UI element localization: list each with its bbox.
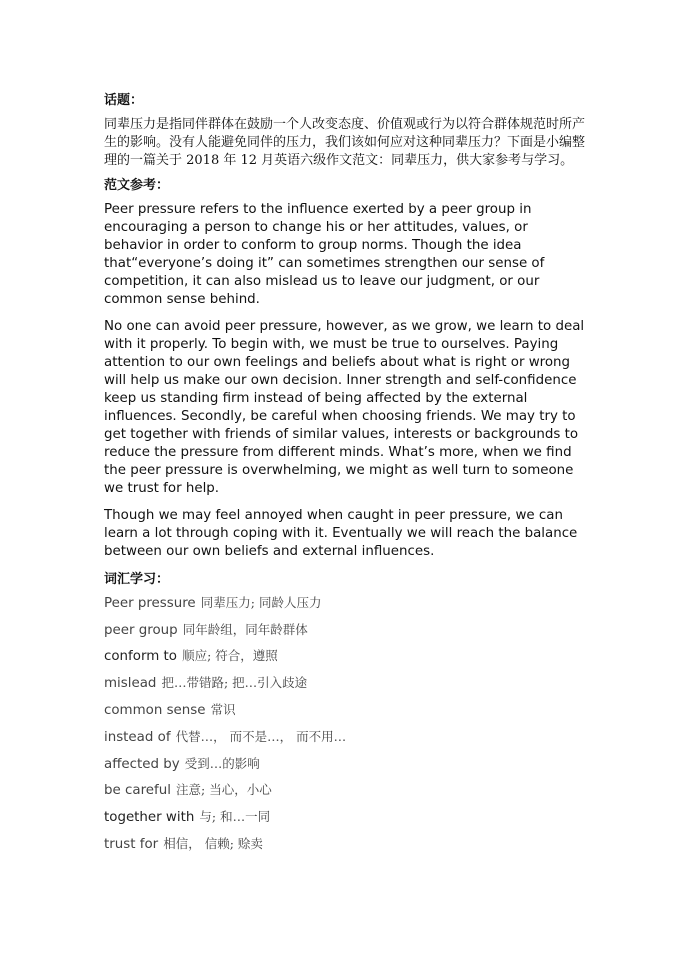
sample-heading: 范文参考：	[104, 178, 170, 193]
essay-paragraph-1: Peer pressure refers to the influence exerted by a peer group in encouraging a person to change his or her attitudes, values, or behavior in order to conform to group norms. Though the idea that“everyone’s doing it” can sometimes strengthen our sense of competition, it can also mislead us to leave our judgment, or our common sense behind.	[104, 202, 545, 308]
vocab-item	[104, 780, 588, 807]
vocab-term: Peer pressure	[104, 595, 196, 611]
topic-heading: 话题：	[104, 93, 144, 108]
vocab-item	[104, 593, 588, 620]
vocab-term: be careful	[104, 783, 171, 799]
vocab-meaning: 代替…， 而不是…， 而不用…	[175, 728, 347, 744]
vocab-term: affected by	[104, 756, 180, 772]
vocab-term: conform to	[104, 649, 177, 665]
vocab-item	[104, 807, 588, 834]
essay-paragraph-3: Though we may feel annoyed when caught in peer pressure, we can learn a lot through coping with it. Eventually we will reach the balance between our own beliefs and external influences.	[104, 507, 578, 559]
vocab-term: instead of	[104, 729, 171, 745]
vocab-meaning: 顺应; 符合，遵照	[182, 648, 278, 664]
vocab-meaning: 相信， 信赖; 赊卖	[163, 835, 263, 851]
vocab-term: together with	[104, 810, 195, 826]
vocab-meaning: 同年龄组，同年龄群体	[182, 621, 308, 637]
vocab-meaning: 受到…的影响	[184, 755, 260, 771]
vocab-item	[104, 727, 588, 754]
vocab-meaning: 把…带错路; 把…引入歧途	[161, 675, 308, 691]
vocab-term: common sense	[104, 702, 206, 718]
vocabulary-heading: 词汇学习：	[104, 571, 170, 587]
vocab-item	[104, 700, 588, 727]
document-page	[104, 92, 588, 861]
vocab-meaning: 同辈压力; 同龄人压力	[200, 594, 322, 610]
sample-essay	[104, 201, 588, 561]
vocab-meaning: 与; 和…一同	[199, 809, 271, 825]
vocab-item	[104, 673, 588, 700]
vocab-item	[104, 620, 588, 647]
vocab-meaning: 注意; 当心，小心	[176, 782, 272, 798]
vocab-meaning: 常识	[210, 701, 236, 717]
vocabulary-list	[104, 593, 588, 861]
vocab-term: trust for	[104, 836, 159, 852]
essay-paragraph-2: No one can avoid peer pressure, however, as we grow, we learn to deal with it properly. To begin with, we must be true to ourselves. Paying attention to our own feelings and beliefs about what is right or wrong will help us make our own decision. Inner strength and self-confidence keep us standing firm instead of being affected by the external influences. Secondly, be careful when choosing friends. We may try to get together with friends of similar values, interests or backgrounds to reduce the pressure from different minds. What’s more, when we find the peer pressure is overwhelming, we might as well turn to someone we trust for help.	[104, 318, 585, 497]
vocab-item	[104, 834, 588, 861]
topic-text: 同辈压力是指同伴群体在鼓励一个人改变态度、价值观或行为以符合群体规范时所产生的影响。没有人能避免同伴的压力，我们该如何应对这种同辈压力？下面是小编整理的一篇关于 2018 年 12 月英语六级作文范文：同辈压力，供大家参考与学习。	[104, 117, 586, 168]
vocab-term: peer group	[104, 622, 178, 638]
vocab-item	[104, 646, 588, 673]
vocab-term: mislead	[104, 676, 157, 692]
vocab-item	[104, 754, 588, 781]
